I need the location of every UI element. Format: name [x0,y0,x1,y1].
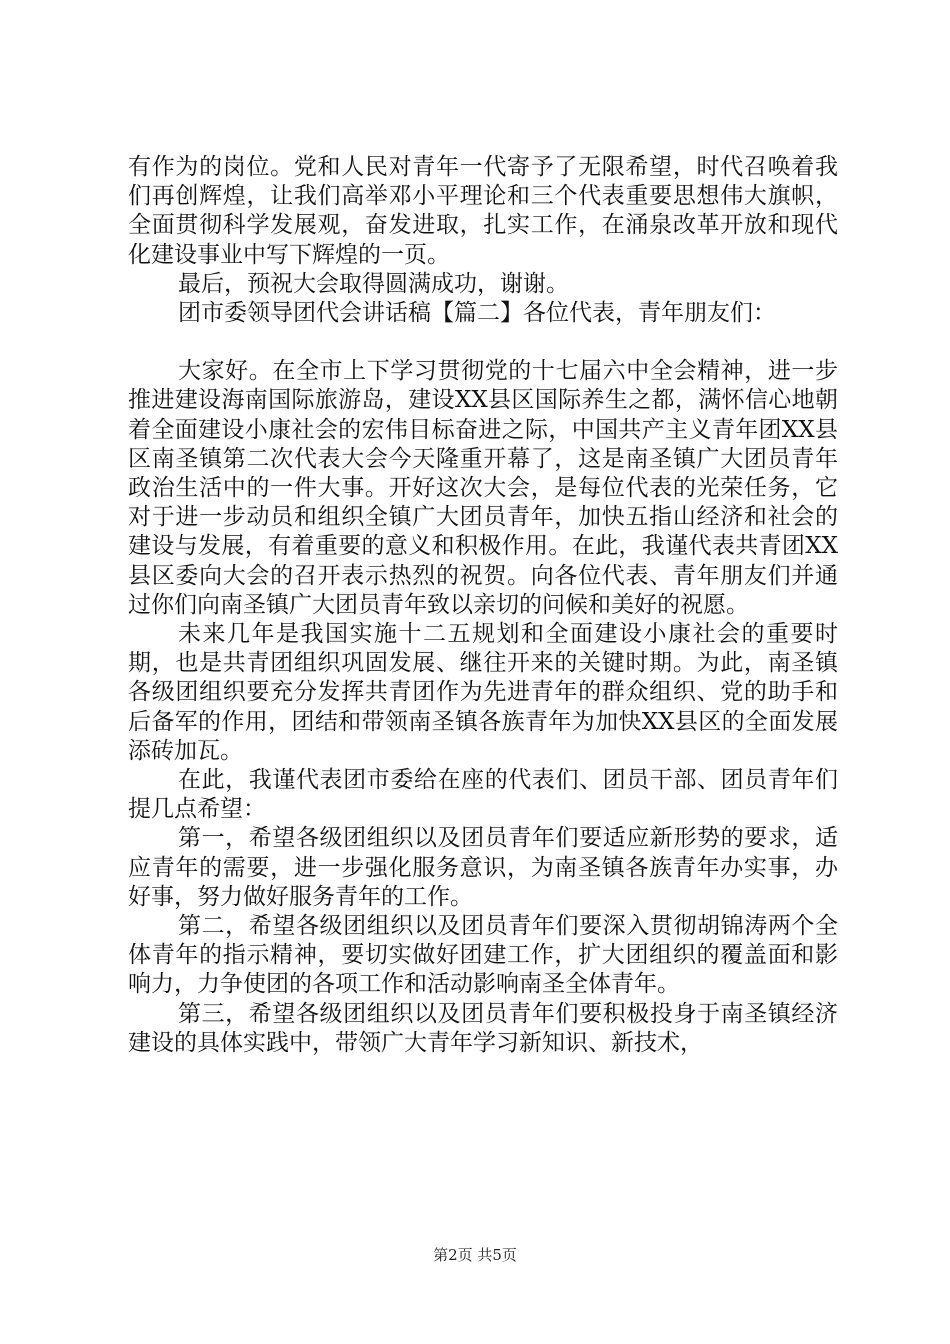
paragraph-hope-first: 第一，希望各级团组织以及团员青年们要适应新形势的要求，适应青年的需要，进一步强化服务意识，为南圣镇各族青年办实事，办好事，努力做好服务青年的工作。 [128,825,838,910]
paragraph-greeting: 大家好。在全市上下学习贯彻党的十七届六中全会精神，进一步推进建设海南国际旅游岛，建设XX县区国际养生之都，满怀信心地朝着全面建设小康社会的宏伟目标奋进之际，中国共产主义青年团XX县区南圣镇第二次代表大会今天隆重开幕了，这是南圣镇广大团员青年政治生活中的一件大事。开好这次大会，是每位代表的光荣任务，它对于进一步动员和组织全镇广大团员青年，加快五指山经济和社会的建设与发展，有着重要的意义和积极作用。在此，我谨代表共青团XX县区委向大会的召开表示热烈的祝贺。向各位代表、青年朋友们并通过你们向南圣镇广大团员青年致以亲切的问候和美好的祝愿。 [128,358,838,618]
paragraph-closing-wish: 最后，预祝大会取得圆满成功，谢谢。 [178,270,569,297]
paragraph-future-years: 未来几年是我国实施十二五规划和全面建设小康社会的重要时期，也是共青团组织巩固发展、继往开来的关键时期。为此，南圣镇各级团组织要充分发挥共青团作为先进青年的群众组织、党的助手和后备军的作用，团结和带领南圣镇各族青年为加快XX县区的全面发展添砖加瓦。 [128,621,838,764]
paragraph-hope-third: 第三，希望各级团组织以及团员青年们要积极投身于南圣镇经济建设的具体实践中，带领广大青年学习新知识、新技术， [128,1000,838,1056]
paragraph-hopes-intro: 在此，我谨代表团市委给在座的代表们、团员干部、团员青年们提几点希望： [128,767,838,823]
paragraph-continuation: 有作为的岗位。党和人民对青年一代寄予了无限希望，时代召唤着我们再创辉煌，让我们高举邓小平理论和三个代表重要思想伟大旗帜，全面贯彻科学发展观，奋发进取，扎实工作，在涌泉改革开放和现代化建设事业中写下辉煌的一页。 [128,154,838,268]
paragraph-hope-second: 第二，希望各级团组织以及团员青年们要深入贯彻胡锦涛两个全体青年的指示精神，要切实做好团建工作，扩大团组织的覆盖面和影响力，力争使团的各项工作和活动影响南圣全体青年。 [128,913,838,998]
page-number: 第2页 共5页 [433,1246,517,1264]
section-heading-part-two: 团市委领导团代会讲话稿【篇二】各位代表，青年朋友们： [178,300,776,327]
document-body [128,153,838,1058]
